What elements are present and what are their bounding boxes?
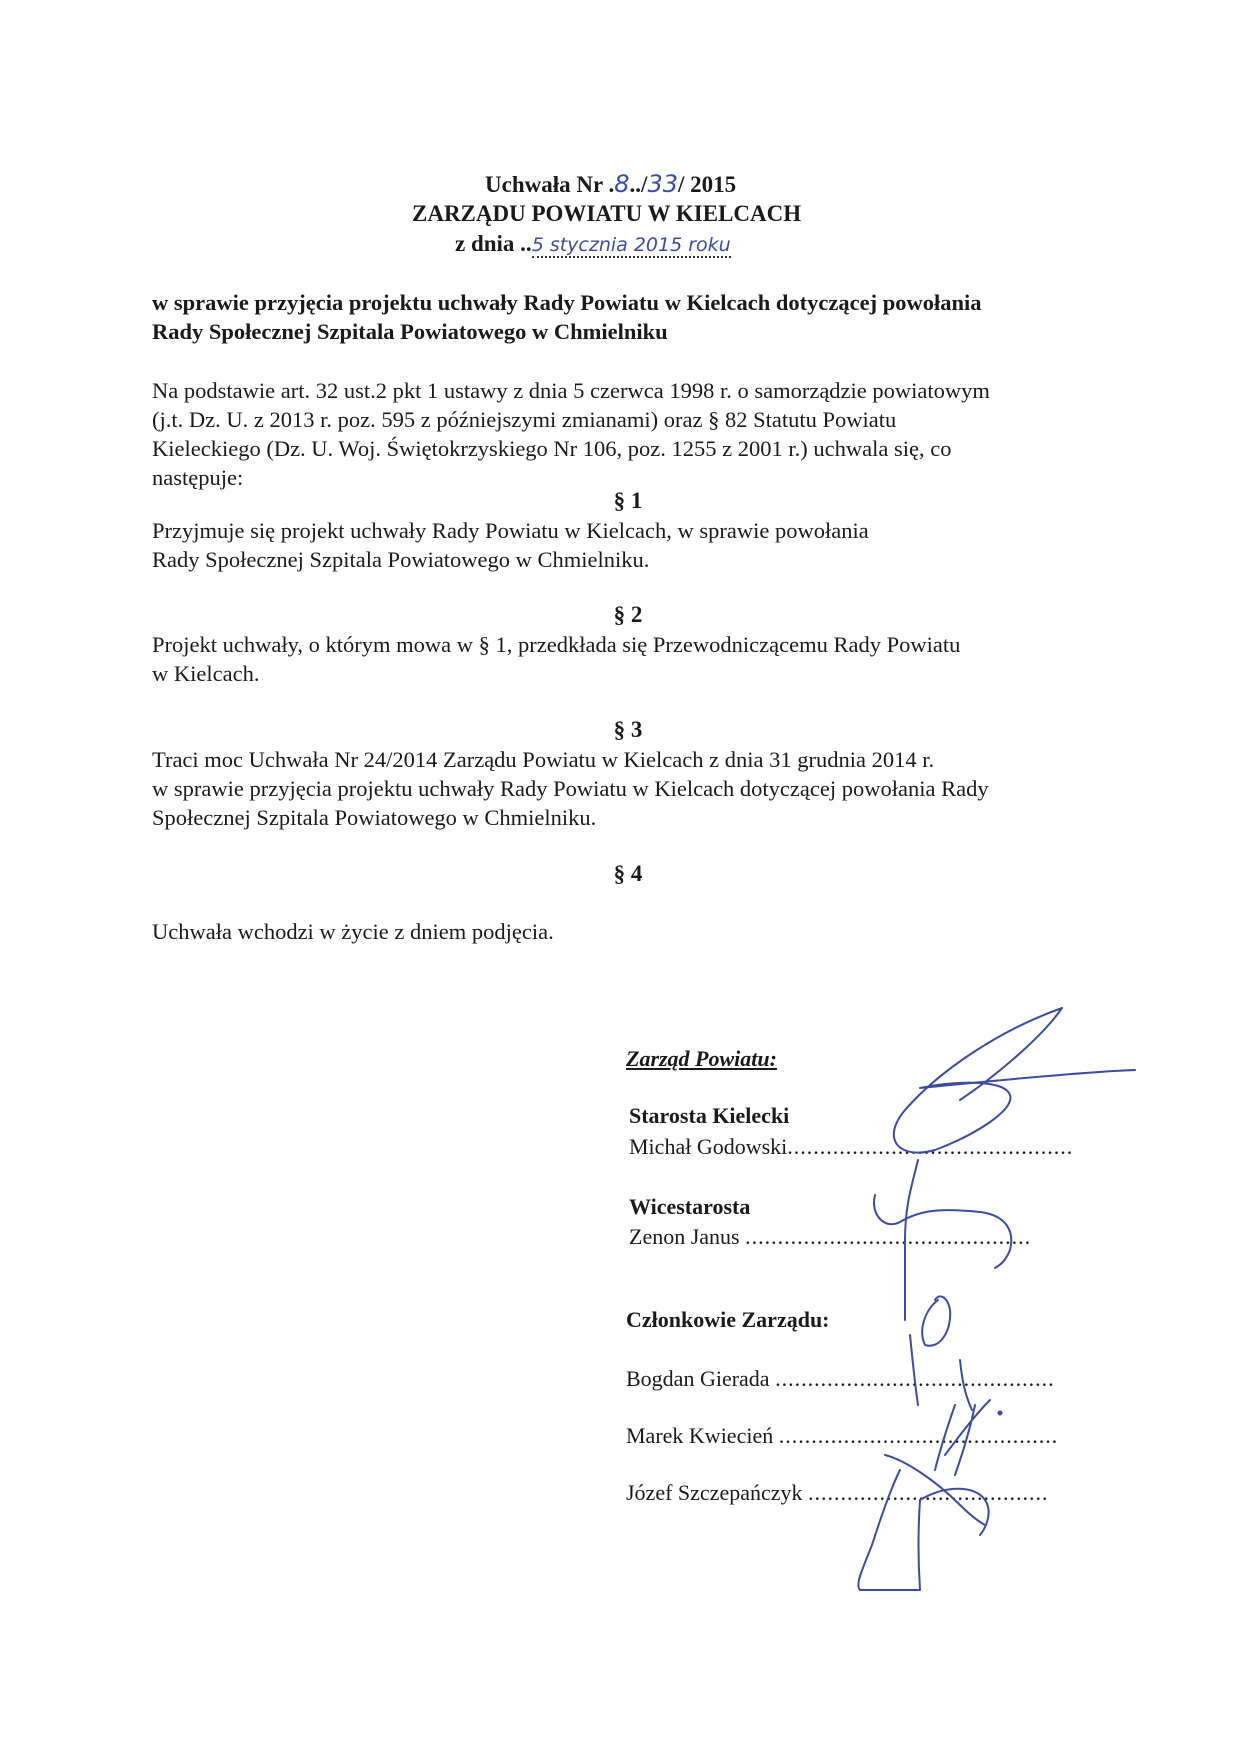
member-name: Bogdan Gierada bbox=[626, 1366, 770, 1391]
wicestarosta-title: Wicestarosta bbox=[629, 1194, 751, 1219]
section-mark-2: § 2 bbox=[613, 602, 643, 627]
section-mark-1: § 1 bbox=[613, 488, 643, 513]
signature-dots: ........................................... bbox=[778, 1423, 1059, 1448]
resolution-year: / 2015 bbox=[677, 172, 737, 197]
date-handwritten: 5 stycznia 2015 roku bbox=[531, 234, 731, 256]
signatures-heading: Zarząd Powiatu: bbox=[626, 1046, 777, 1071]
starosta-signature bbox=[894, 1008, 1135, 1153]
section-line: w sprawie przyjęcia projektu uchwały Rady Powiatu w Kielcach dotyczącej powołania Rady bbox=[152, 776, 989, 801]
section-line: w Kielcach. bbox=[152, 661, 260, 686]
starosta-title: Starosta Kielecki bbox=[629, 1103, 790, 1128]
signature-dots: ........................................... bbox=[775, 1366, 1055, 1391]
resolution-number-handwritten: 8 bbox=[614, 170, 630, 198]
section-line: Projekt uchwały, o którym mowa w § 1, przedkłada się Przewodniczącemu Rady Powiatu bbox=[152, 632, 961, 657]
section-line: Przyjmuje się projekt uchwały Rady Powiatu w Kielcach, w sprawie powołania bbox=[152, 518, 869, 543]
section-mark-4: § 4 bbox=[613, 861, 643, 886]
subject-line-2: Rady Społecznej Szpitala Powiatowego w Chmielniku bbox=[152, 319, 668, 344]
preamble-line: następuje: bbox=[152, 465, 244, 490]
preamble-line: Na podstawie art. 32 ust.2 pkt 1 ustawy z dnia 5 czerwca 1998 r. o samorządzie powiatowym bbox=[152, 378, 990, 403]
wicestarosta-name: Zenon Janus bbox=[629, 1224, 740, 1249]
member-signature-1 bbox=[910, 1296, 990, 1455]
section-line: Traci moc Uchwała Nr 24/2014 Zarządu Powiatu w Kielcach z dnia 31 grudnia 2014 r. bbox=[152, 747, 935, 772]
member-signature-3 bbox=[858, 1470, 988, 1590]
resolution-prefix: Uchwała Nr . bbox=[485, 172, 615, 197]
signature-dots: ............................................ bbox=[787, 1134, 1074, 1159]
section-line: Rady Społecznej Szpitala Powiatowego w Chmielniku. bbox=[152, 547, 650, 572]
board-name: ZARZĄDU POWIATU W KIELCACH bbox=[412, 201, 802, 226]
member-name: Józef Szczepańczyk bbox=[626, 1480, 803, 1505]
subject-line-1: w sprawie przyjęcia projektu uchwały Rady Powiatu w Kielcach dotyczącej powołania bbox=[152, 290, 982, 315]
member-name: Marek Kwiecień bbox=[626, 1423, 774, 1448]
member-signature-2 bbox=[885, 1405, 985, 1525]
section-line: Społecznej Szpitala Powiatowego w Chmielniku. bbox=[152, 805, 597, 830]
date-prefix: z dnia .. bbox=[455, 231, 532, 256]
preamble-line: (j.t. Dz. U. z 2013 r. poz. 595 z późniejszymi zmianami) oraz § 82 Statutu Powiatu bbox=[152, 407, 897, 432]
section-mark-3: § 3 bbox=[613, 717, 643, 742]
preamble-line: Kieleckiego (Dz. U. Woj. Świętokrzyskiego Nr 106, poz. 1255 z 2001 r.) uchwala się, co bbox=[152, 436, 952, 461]
signature-dots: ..................................... bbox=[808, 1480, 1049, 1505]
resolution-sub-handwritten: 33 bbox=[647, 170, 678, 198]
resolution-sep-1: ../ bbox=[629, 172, 648, 197]
starosta-name: Michał Godowski bbox=[629, 1134, 788, 1159]
members-title: Członkowie Zarządu: bbox=[626, 1307, 830, 1332]
signature-dots: ............................................ bbox=[745, 1224, 1032, 1249]
section-line: Uchwała wchodzi w życie z dniem podjęcia. bbox=[152, 919, 554, 944]
